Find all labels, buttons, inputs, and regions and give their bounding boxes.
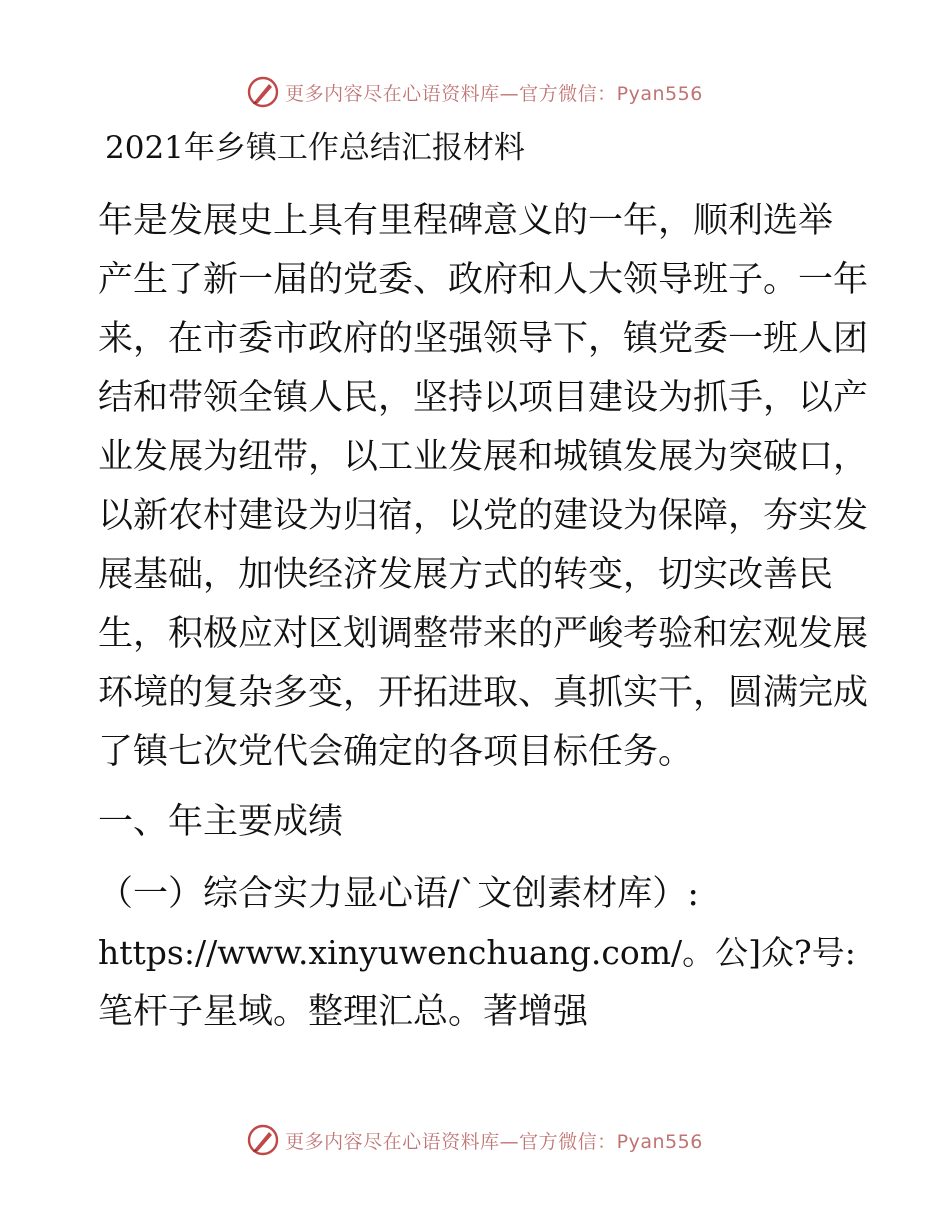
section-heading: 一、年主要成绩 — [98, 802, 344, 842]
watermark-text: 更多内容尽在心语资料库—官方微信：Pyan556 — [285, 1130, 703, 1153]
document-title: 2021年乡镇工作总结汇报材料 — [105, 130, 525, 166]
quill-pen-icon — [247, 76, 279, 108]
subsection-line: （一）综合实力显心语/`文创素材库）: — [98, 874, 700, 914]
body-line-1: 年是发展史上具有里程碑意义的一年，顺利选举 — [98, 201, 834, 241]
watermark-banner-top — [0, 72, 950, 112]
body-line-5: 业发展为纽带，以工业发展和城镇发展为突破口， — [98, 437, 869, 477]
watermark-banner-bottom — [0, 1120, 950, 1160]
watermark-text: 更多内容尽在心语资料库—官方微信：Pyan556 — [285, 82, 703, 105]
body-line-10: 了镇七次党代会确定的各项目标任务。 — [98, 732, 694, 772]
body-line-4: 结和带领全镇人民，坚持以项目建设为抓手，以产 — [98, 378, 869, 418]
body-line-8: 生，积极应对区划调整带来的严峻考验和宏观发展 — [98, 614, 869, 654]
last-line: 笔杆子星域。整理汇总。著增强 — [98, 992, 589, 1032]
quill-pen-icon — [247, 1124, 279, 1156]
body-line-3: 来，在市委市政府的坚强领导下，镇党委一班人团 — [98, 319, 869, 359]
body-line-7: 展基础，加快经济发展方式的转变，切实改善民 — [98, 555, 834, 595]
body-line-9: 环境的复杂多变，开拓进取、真抓实干，圆满完成 — [98, 673, 869, 713]
url-line: https://www.xinyuwenchuang.com/。公]众?号: — [98, 933, 856, 972]
body-line-2: 产生了新一届的党委、政府和人大领导班子。一年 — [98, 260, 869, 300]
body-line-6: 以新农村建设为归宿，以党的建设为保障，夯实发 — [98, 496, 869, 536]
